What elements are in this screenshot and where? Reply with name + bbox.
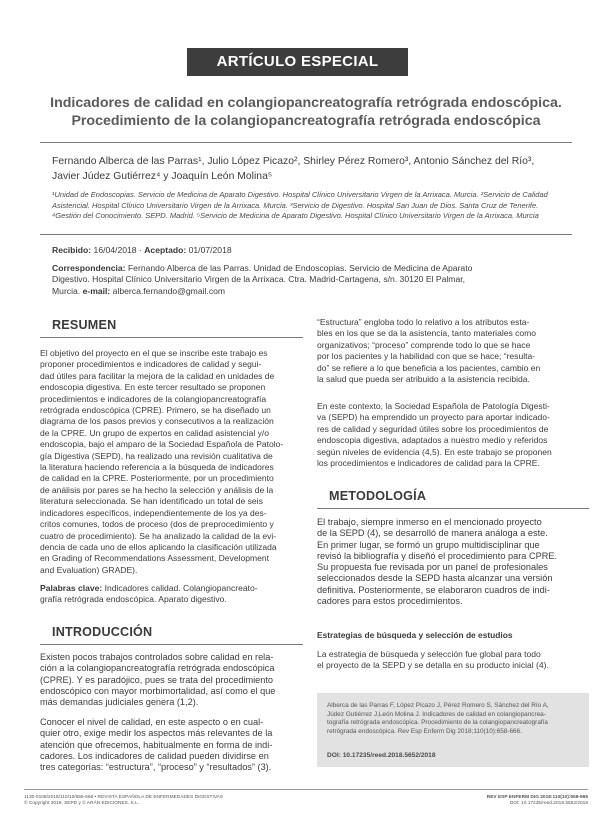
title-line: Procedimiento de la colangiopancreatografía retrógrada endoscópica — [71, 113, 541, 129]
received-label: Recibido: — [52, 245, 92, 255]
introduccion-heading: INTRODUCCIÓN — [52, 625, 153, 639]
affiliations — [52, 190, 572, 222]
text-line: los procedimientos e indicadores de calidad para la CPRE. — [317, 458, 540, 469]
text-line: El objetivo del proyecto en el que se inscribe este trabajo es — [40, 348, 268, 358]
text-line: bles en los que se da la asistencia, tanto materiales como — [317, 328, 537, 339]
body-paragraph — [317, 401, 589, 469]
text-line: definitiva. Posteriormente, se elaboraron cuadros de indi- — [317, 584, 550, 595]
text-line: retrógrada endoscópica (CPRE). Primero, se ha diseñado un — [40, 405, 271, 416]
accepted-value: 01/07/2018 — [188, 245, 232, 255]
received-value: 16/04/2018 — [93, 245, 137, 255]
article-type-banner: ARTÍCULO ESPECIAL — [187, 48, 408, 76]
divider — [40, 234, 572, 235]
footer-text: REV ESP ENFERM DIG 2018:110(10):658-666 — [486, 795, 588, 800]
footer-text: 1130-0108/2018/110/10/658-666 • REVISTA ESPAÑOLA DE ENFERMEDADES DIGESTIVAS — [24, 795, 224, 800]
body-paragraph — [317, 517, 589, 607]
text-line: Alberca de las Parras F, López Picazo J, Pérez Romero S, Sánchez del Río A, — [327, 702, 549, 709]
text-line: dad útiles para facilitar la mejora de la calidad en unidades de — [40, 370, 275, 381]
text-line: revisó la bibliografía y diseñó el procedimiento para CPRE. — [317, 550, 558, 561]
text-line: más demandas judiciales genera (1,2). — [40, 697, 199, 708]
keywords-text: grafía retrógrada endoscópica. Aparato digestivo. — [40, 594, 227, 605]
keywords — [40, 583, 303, 606]
text-line: organizativos; “proceso” comprende todo lo que se hace — [317, 339, 531, 350]
keywords-label: Palabras clave: — [40, 583, 103, 593]
text-line: res de calidad y seguridad útiles sobre los procedimientos de — [317, 423, 549, 434]
section-rule — [40, 337, 303, 338]
text-line: de la SEPD (4), se desarrolló de manera análoga a este. — [317, 528, 548, 539]
email-link[interactable]: alberca.fernando@gmail.com — [112, 285, 226, 296]
text-line: de la CPRE. Un grupo de expertos en calidad asistencial y/o — [40, 427, 269, 438]
text-line: (CPRE). Y es paradójico, pues se trata del procedimiento — [40, 674, 274, 685]
text-line: endoscopia, bajo el amparo de la Sociedad Española de Patolo- — [40, 439, 284, 450]
dates — [52, 245, 572, 255]
title-line: Indicadores de calidad en colangiopancreatografía retrógrada endoscópica. — [50, 95, 562, 111]
text-line: gía Digestiva (SEPD), ha realizado una revisión cualitativa de — [40, 450, 273, 461]
correspondence-line: Murcia. — [52, 285, 81, 296]
metodologia-section — [317, 489, 589, 509]
subsection-heading: Estrategias de búsqueda y selección de estudios — [317, 630, 513, 640]
citation-text — [327, 702, 581, 736]
footer-rule — [24, 789, 588, 790]
affiliation-line: ¹Unidad de Endoscopias. Servicio de Medicina de Aparato Digestivo. Hospital Clínico Universitario Virgen de la Arrixaca. Murcia. ²Servicio de Calidad — [52, 190, 548, 199]
text-line: El trabajo, siempre inmerso en el mencionado proyecto — [317, 517, 542, 527]
authors-line: Javier Júdez Gutiérrez⁴ y Joaquín León Molina⁵ — [52, 171, 273, 182]
correspondence — [52, 263, 572, 297]
email-label: e-mail: — [82, 285, 111, 296]
text-line: do” se refiere a lo que beneficia a los pacientes, cambio en — [317, 362, 541, 373]
text-line: literatura seleccionada. Se han identificado un total de seis — [40, 496, 263, 507]
introduccion-section — [40, 625, 303, 645]
accepted-label: Aceptado: — [144, 245, 187, 255]
text-line: En primer lugar, se formó un grupo multidisciplinar que — [317, 539, 540, 550]
metodologia-heading: METODOLOGÍA — [329, 489, 427, 503]
text-line: cadores para estos procedimientos. — [317, 596, 463, 607]
doi[interactable]: DOI: 10.17235/reed.2018.5652/2018 — [327, 752, 436, 759]
text-line: Conocer el nivel de calidad, en este aspecto o en cual- — [40, 717, 264, 727]
introduccion-paragraph — [40, 717, 303, 773]
text-line: seleccionados desde la SEPD hasta alcanzar una versión — [317, 573, 553, 584]
text-line: de calidad en la CPRE. Posteriormente, por un procedimiento — [40, 473, 274, 484]
footer-right — [487, 795, 588, 807]
divider — [40, 142, 572, 143]
text-line: va (SEPD) ha emprendido un proyecto para aportar indicado- — [317, 412, 550, 423]
correspondence-line: Fernando Alberca de las Parras. Unidad de Endoscopias. Servicio de Medicina de Aparato — [127, 263, 473, 273]
resumen-body — [40, 348, 303, 576]
text-line: diagrama de los pasos previos y consecutivos a la realización — [40, 416, 274, 427]
section-rule — [317, 508, 589, 509]
text-line: Júdez Gutiérrez J,León Molina J. Indicadores de calidad en colangiopancrea- — [327, 710, 546, 718]
authors-line: Fernando Alberca de las Parras¹, Julio López Picazo², Shirley Pérez Romero³, Antonio Sánchez del Río³, — [52, 156, 535, 167]
text-line: el proyecto de la SEPD y se detalla en su producto inicial (4). — [317, 660, 549, 671]
body-paragraph — [317, 317, 589, 385]
text-line: retrógrada endoscópica. Rev Esp Enferm Dig 2018;110(10):658-666. — [327, 727, 522, 735]
text-line: proponer procedimientos e indicadores de calidad y segui- — [40, 359, 262, 370]
text-line: endoscopia digestiva. En este tercer resultado se proponen — [40, 382, 266, 393]
body-paragraph — [317, 649, 589, 672]
text-line: quier otro, exige medir los aspectos más relevantes de la — [40, 728, 273, 739]
text-line: cadores. Los indicadores de calidad pueden dividirse en — [40, 750, 269, 761]
text-line: Existen pocos trabajos controlados sobre calidad en rela- — [40, 652, 274, 662]
text-line: la literatura haciendo referencia a la búsqueda de indicadores — [40, 462, 274, 473]
text-line: endoscópico con mayor morbimortalidad, así como el que — [40, 685, 276, 696]
text-line: de análisis por pares se ha hecho la selección y análisis de la — [40, 484, 274, 495]
text-line: en Grading of Recommendations Assessment, Development — [40, 553, 269, 564]
text-line: tres categorías: “estructura”, “proceso” y “resultados” (3). — [40, 762, 272, 773]
text-line: and Evaluation) GRADE). — [40, 564, 138, 575]
text-line: ción a la colangiopancreatografía retrógrada endoscópica — [40, 663, 275, 674]
text-line: La estrategia de búsqueda y selección fue global para todo — [317, 649, 541, 659]
text-line: la salud que pueda ser atribuido a la asistencia recibida. — [317, 374, 530, 385]
text-line: procedimientos e indicadores de la colangiopancreatografía — [40, 393, 267, 404]
section-rule — [40, 644, 303, 645]
text-line: según niveles de evidencia (4,5). En este trabajo se proponen — [317, 446, 552, 457]
text-line: por los pacientes y la habilidad con que se hace; “resulta- — [317, 351, 536, 362]
text-line: tografía retrógrada endoscópica. Procedimiento de la colangiopancreatografía — [327, 719, 548, 726]
article-title — [40, 94, 572, 130]
date-separator: · — [136, 245, 145, 255]
footer-text: DOI: 10.17235/reed.2018.5652/2018 — [509, 801, 588, 806]
text-line: “Estructura” engloba todo lo relativo a los atributos esta- — [317, 317, 530, 327]
correspondence-label: Correspondencia: — [52, 263, 126, 273]
text-line: dencia de cada uno de ellos aplicando la clasificación utilizada — [40, 541, 277, 552]
introduccion-paragraph — [40, 652, 303, 708]
footer-left — [24, 795, 223, 807]
keywords-text: Indicadores calidad. Colangiopancreato- — [102, 583, 258, 593]
footer-text: © Copyright 2018. SEPD y © ARÁN EDICIONES, S.L. — [24, 801, 140, 806]
authors — [52, 154, 572, 184]
text-line: Su propuesta fue revisada por un panel de profesionales — [317, 562, 548, 573]
text-line: critos comunes, todos de proceso (dos de preprocedimiento y — [40, 519, 274, 530]
correspondence-line: Digestivo. Hospital Clínico Universitario Virgen de la Arrixaca. Ctra. Madrid-Cartagena, s/n. 30120 El Palmar, — [52, 274, 466, 285]
text-line: indicadores específicos, independientemente de los ya des- — [40, 507, 267, 518]
resumen-heading: RESUMEN — [52, 318, 117, 332]
text-line: endoscopia digestiva, adaptados a nuestro medio y referidos — [317, 435, 548, 446]
affiliation-line: Asistencial. Hospital Clínico Universitario Virgen de la Arrixaca. Murcia. ³Servicio de Digestivo. Hospital San Juan de Dios. Santa Cruz de Tenerife. — [52, 200, 539, 210]
text-line: atención que ofrecemos, habitualmente en forma de indi- — [40, 739, 273, 750]
text-line: cuatro de procedimiento). Se ha analizado la calidad de la evi- — [40, 530, 277, 541]
resumen-section — [40, 318, 303, 338]
affiliation-line: ⁴Gestión del Conocimiento. SEPD. Madrid. ⁵Servicio de Medicina de Aparato Digestivo. Hospital Clínico Universitario Virgen de la Arrixaca. Murcia — [52, 211, 539, 221]
text-line: En este contexto, la Sociedad Española de Patología Digesti- — [317, 401, 550, 411]
